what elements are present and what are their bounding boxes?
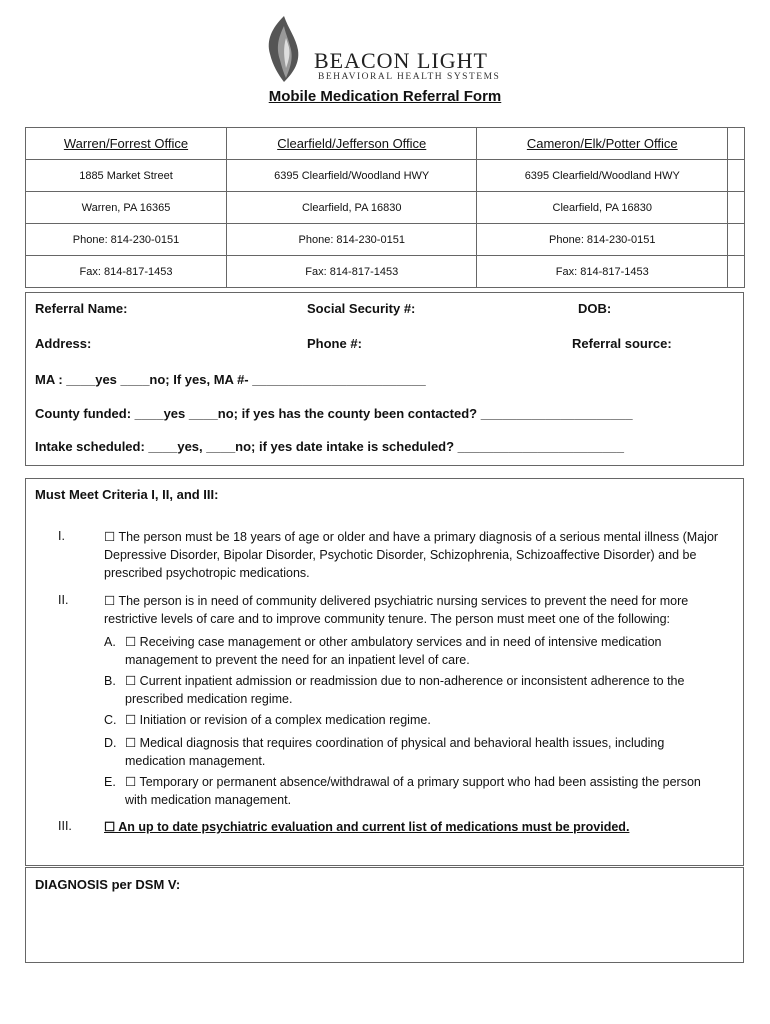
sub-criteria-a[interactable]: ☐ Receiving case management or other ambulatory services and in need of intensive medication management to prevent the need for an inpatient level of care. [125, 635, 662, 667]
criteria-heading: Must Meet Criteria I, II, and III: [35, 487, 219, 502]
county-funded-field[interactable]: County funded: ____yes ____no; if yes has the county been contacted? _____________________ [35, 406, 633, 421]
office-name-row [26, 128, 745, 160]
office-fax: Fax: 814-817-1453 [477, 256, 728, 288]
sub-criteria-c[interactable]: ☐ Initiation or revision of a complex medication regime. [125, 713, 431, 727]
office-city: Warren, PA 16365 [26, 192, 227, 224]
sub-letter: C. [104, 713, 117, 727]
blank-cell [728, 160, 745, 192]
criteria-number: I. [58, 529, 65, 543]
criteria-item-3[interactable]: ☐ An up to date psychiatric evaluation and current list of medications must be provided. [104, 820, 630, 834]
logo [262, 14, 512, 84]
office-fax: Fax: 814-817-1453 [26, 256, 227, 288]
office-fax: Fax: 814-817-1453 [226, 256, 477, 288]
sub-letter: B. [104, 674, 116, 688]
office-street: 1885 Market Street [26, 160, 227, 192]
criteria-number: II. [58, 593, 69, 607]
office-street: 6395 Clearfield/Woodland HWY [477, 160, 728, 192]
criteria-number: III. [58, 819, 72, 833]
sub-letter: E. [104, 775, 116, 789]
sub-criteria-b[interactable]: ☐ Current inpatient admission or readmission due to non-adherence or inconsistent adherence to the prescribed medication regime. [125, 674, 685, 706]
office-city-row [26, 192, 745, 224]
blank-cell [728, 128, 745, 160]
blank-cell [728, 224, 745, 256]
office-city: Clearfield, PA 16830 [226, 192, 477, 224]
ssn-field[interactable]: Social Security #: [307, 301, 416, 316]
office-phone: Phone: 814-230-0151 [477, 224, 728, 256]
ma-field[interactable]: MA : ____yes ____no; If yes, MA #- ________________________ [35, 372, 426, 387]
office-name: Clearfield/Jefferson Office [226, 128, 477, 160]
office-street-row [26, 160, 745, 192]
referral-info-box [25, 292, 744, 466]
intake-scheduled-field[interactable]: Intake scheduled: ____yes, ____no; if yes date intake is scheduled? _______________________ [35, 439, 624, 454]
referral-source-field[interactable]: Referral source: [572, 336, 672, 351]
office-street: 6395 Clearfield/Woodland HWY [226, 160, 477, 192]
office-table [25, 127, 745, 288]
office-phone: Phone: 814-230-0151 [226, 224, 477, 256]
criteria-item-1[interactable]: ☐ The person must be 18 years of age or older and have a primary diagnosis of a serious mental illness (Major Depressive Disorder, Bipolar Disorder, Psychotic Disorder, Schizophrenia, Schizoaffective Disorder) and be prescribed psychotropic medications. [104, 530, 719, 580]
sub-criteria-d[interactable]: ☐ Medical diagnosis that requires coordination of physical and behavioral health issues, including medication management. [125, 736, 665, 768]
phone-field[interactable]: Phone #: [307, 336, 362, 351]
sub-letter: D. [104, 736, 117, 750]
sub-letter: A. [104, 635, 116, 649]
office-fax-row [26, 256, 745, 288]
page-title: Mobile Medication Referral Form [268, 88, 502, 105]
referral-name-field[interactable]: Referral Name: [35, 301, 128, 316]
criteria-item-2[interactable]: ☐ The person is in need of community delivered psychiatric nursing services to prevent the need for more restrictive levels of care and to improve community tenure. The person must meet one of the following: [104, 594, 689, 626]
office-phone-row [26, 224, 745, 256]
office-city: Clearfield, PA 16830 [477, 192, 728, 224]
logo-name: BEACON LIGHT [314, 48, 488, 73]
diagnosis-box [25, 867, 744, 963]
sub-criteria-e[interactable]: ☐ Temporary or permanent absence/withdrawal of a primary support who had been assisting the person with medication management. [125, 775, 701, 807]
flame-icon [262, 14, 306, 84]
criteria-box [25, 478, 744, 866]
office-name: Warren/Forrest Office [26, 128, 227, 160]
diagnosis-label[interactable]: DIAGNOSIS per DSM V: [35, 877, 181, 892]
address-field[interactable]: Address: [35, 336, 92, 351]
office-phone: Phone: 814-230-0151 [26, 224, 227, 256]
dob-field[interactable]: DOB: [578, 301, 612, 316]
logo-tagline: BEHAVIORAL HEALTH SYSTEMS [318, 72, 501, 82]
blank-cell [728, 256, 745, 288]
office-name: Cameron/Elk/Potter Office [477, 128, 728, 160]
blank-cell [728, 192, 745, 224]
